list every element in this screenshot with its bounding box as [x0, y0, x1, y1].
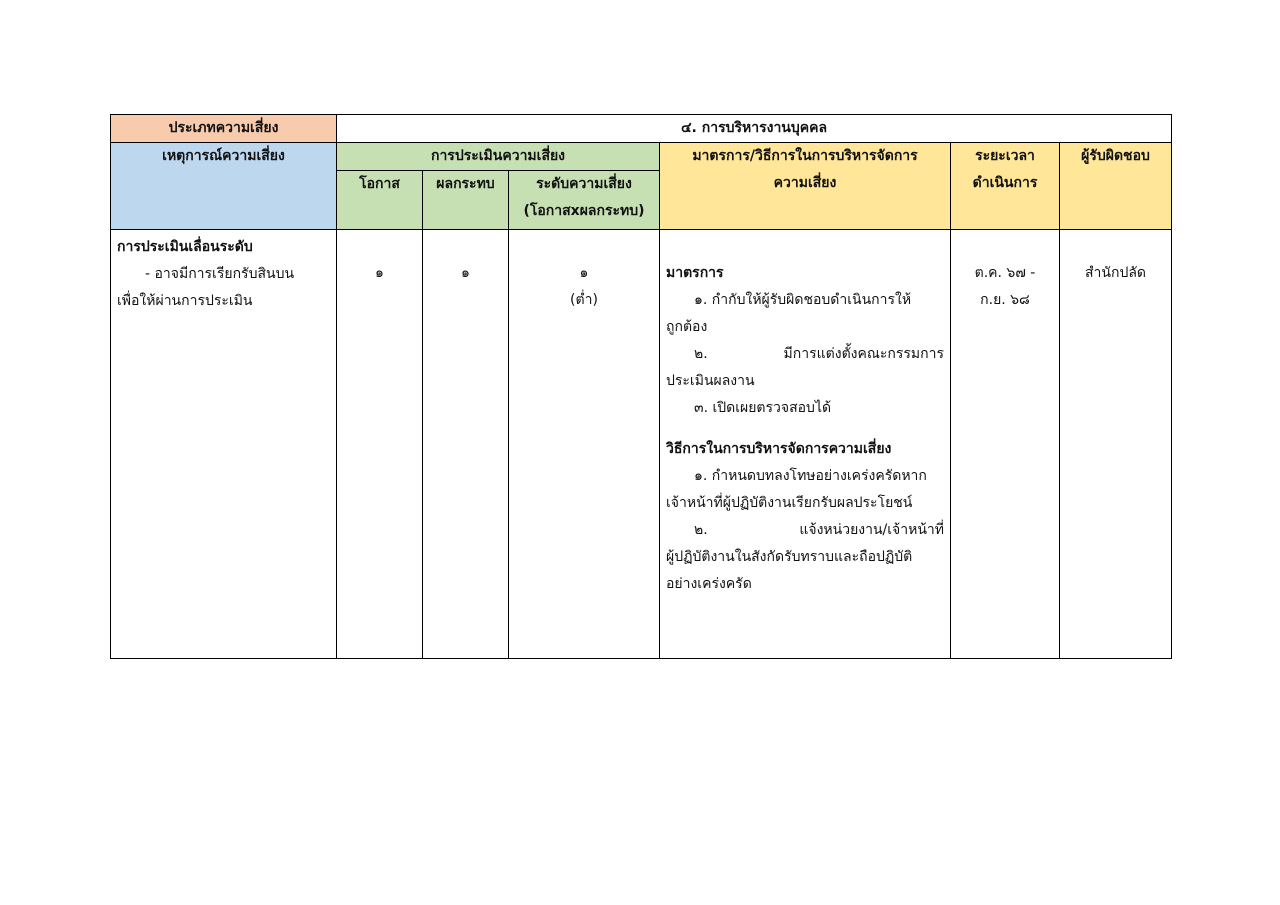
header-impact: ผลกระทบ: [423, 171, 509, 230]
measures-item-1a: ๑. กำกับให้ผู้รับผิดชอบดำเนินการให้: [694, 292, 912, 308]
methods-item-2a: ๒. แจ้งหน่วยงาน/เจ้าหน้าที่: [694, 522, 944, 538]
risk-level-value: ๑: [579, 265, 589, 281]
measures-cell: [660, 230, 951, 659]
responsible-value: สำนักปลัด: [1085, 265, 1147, 281]
header-row-1: [111, 143, 1172, 171]
period-cell: [951, 230, 1060, 659]
measures-item-1b: ถูกต้อง: [666, 319, 708, 335]
header-period: [951, 143, 1060, 230]
methods-heading: วิธีการในการบริหารจัดการความเสี่ยง: [666, 441, 892, 457]
likelihood-cell: [337, 230, 423, 659]
measures-item-2b: ประเมินผลงาน: [666, 373, 755, 389]
likelihood-value: ๑: [375, 265, 384, 281]
header-assessment: การประเมินความเสี่ยง: [337, 143, 660, 171]
risk-event-cell: [111, 230, 337, 659]
risk-level-cell: [509, 230, 660, 659]
risk-type-value: ๔. การบริหารงานบุคคล: [337, 115, 1172, 143]
methods-item-2c: อย่างเคร่งครัด: [666, 576, 752, 592]
risk-event-line2: เพื่อให้ผ่านการประเมิน: [117, 293, 253, 309]
header-likelihood: โอกาส: [337, 171, 423, 230]
header-measures-line2: ความเสี่ยง: [773, 175, 837, 191]
methods-item-2b: ผู้ปฏิบัติงานในสังกัดรับทราบและถือปฏิบัติ: [666, 549, 913, 565]
header-risk-level-line2: (โอกาสxผลกระทบ): [523, 203, 645, 219]
impact-cell: [423, 230, 509, 659]
period-line2: ก.ย. ๖๘: [980, 292, 1030, 308]
risk-row: [111, 230, 1172, 659]
risk-management-table: [110, 114, 1172, 659]
header-measures-line1: มาตรการ/วิธีการในการบริหารจัดการ: [692, 148, 918, 164]
risk-event-title: การประเมินเลื่อนระดับ: [117, 239, 253, 255]
measures-heading: มาตรการ: [666, 265, 724, 281]
header-risk-event: เหตุการณ์ความเสี่ยง: [111, 143, 337, 230]
methods-item-1b: เจ้าหน้าที่ผู้ปฏิบัติงานเรียกรับผลประโยชน์: [666, 495, 913, 511]
risk-type-row: [111, 115, 1172, 143]
measures-item-2a: ๒. มีการแต่งตั้งคณะกรรมการ: [694, 346, 944, 362]
responsible-cell: [1060, 230, 1172, 659]
risk-type-label: ประเภทความเสี่ยง: [111, 115, 337, 143]
period-line1: ต.ค. ๖๗ -: [974, 265, 1036, 281]
measures-item-3: ๓. เปิดเผยตรวจสอบได้: [694, 400, 832, 416]
header-responsible: ผู้รับผิดชอบ: [1060, 143, 1172, 230]
risk-event-line1: - อาจมีการเรียกรับสินบน: [145, 266, 295, 282]
header-risk-level-line1: ระดับความเสี่ยง: [536, 176, 632, 192]
methods-item-1a: ๑. กำหนดบทลงโทษอย่างเคร่งครัดหาก: [694, 468, 927, 484]
header-risk-level: [509, 171, 660, 230]
header-period-line2: ดำเนินการ: [972, 175, 1038, 191]
header-period-line1: ระยะเวลา: [975, 148, 1035, 164]
impact-value: ๑: [461, 265, 470, 281]
risk-level-text: (ต่ำ): [570, 292, 598, 308]
header-measures: [660, 143, 951, 230]
